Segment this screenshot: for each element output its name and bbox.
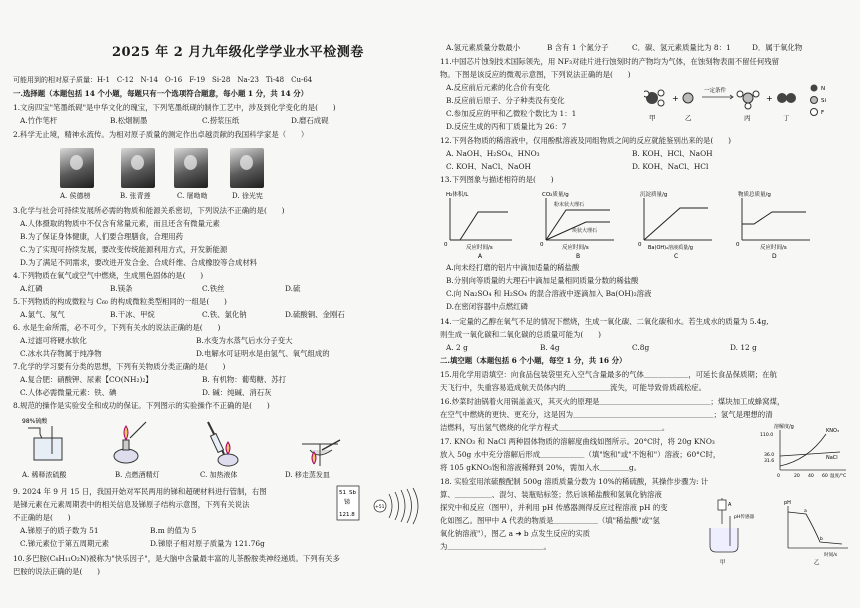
- q17-ylabel: 溶解度/g: [774, 424, 794, 430]
- q17-t1: 0: [777, 474, 780, 479]
- q17-kno3: KNO₃: [826, 428, 839, 434]
- q14-option-b: B. 4g: [540, 343, 560, 352]
- svg-text:0: 0: [736, 242, 740, 248]
- q11-condition: 一定条件: [704, 88, 727, 94]
- q17-t3: 40: [808, 474, 814, 479]
- right-column: [430, 0, 860, 608]
- q12-stem: 12.下列各物质的稀溶液中，仅用酚酞溶液及同组物质之间的反应就能鉴别出来的是( ): [440, 136, 731, 145]
- q13-graph-a: [444, 190, 512, 260]
- q10-line2: 巴胺的说法正确的是( ): [13, 567, 101, 576]
- q17-nacl: NaCl: [826, 455, 838, 461]
- q13-b-label: B: [576, 253, 581, 260]
- q7-option-a: A.复合肥：硝酸钾、尿素【CO(NH₂)₂】: [20, 375, 153, 384]
- q11-option-d: D.反应生成的丙和丁质量比为 26：7: [446, 122, 567, 131]
- q11-option-a: A.反应前后元素的化合价有变化: [446, 83, 550, 92]
- q14-option-d: D. 12 g: [730, 343, 757, 352]
- q11-legend-si: Si: [821, 98, 827, 104]
- sb-name: 锑: [344, 499, 351, 506]
- q16-line1: 16.炒菜时油锅着火用锅盖盖灭，其灭火的原理是＿＿＿＿＿＿＿＿＿＿＿＿＿＿＿；煤块加工成蜂窝煤，: [440, 397, 785, 406]
- q13-d-xlabel: 反应时间/s: [760, 245, 787, 251]
- section2-header: 二.填空题（本题包括 6 个小题，每空 1 分，共 16 分）: [440, 356, 627, 365]
- q10-line1: 10.多巴胺(C₈H₁₁O₂N)被称为"快乐因子"，是大脑中含量最丰富的儿茶酚胺类神经递质。下列有关多: [13, 554, 340, 563]
- q6-option-d: D.电解水可证明水是由氢气、氧气组成的: [196, 349, 330, 358]
- q15-line1: 15.用化学用语填空：向食品包装袋里充入空气含量最多的气体＿＿＿＿＿＿，可延长食品保质期；在航: [440, 370, 777, 379]
- q17-line1: 17. KNO₃ 和 NaCl 两种固体物质的溶解度曲线如图所示。20°C时，将 20g KNO₃: [440, 437, 715, 446]
- q8-acid-label: 98%硫酸: [22, 418, 48, 425]
- q11-ding: 丁: [783, 114, 790, 122]
- q13-d-label: D: [772, 253, 777, 260]
- q4-option-c: C.铁丝: [202, 284, 225, 293]
- q16-line3: 洁燃料，写出氢气燃烧的化学方程式＿＿＿＿＿＿＿＿＿＿＿＿＿＿。: [440, 423, 670, 432]
- q2-option-a: A. 侯德榜: [60, 192, 91, 200]
- left-column: [0, 0, 426, 608]
- q18-line4: 化如图乙。图甲中 A 代表的物质是＿＿＿＿＿＿（填"稀盐酸"或"氢: [440, 516, 660, 525]
- q11-jia: 甲: [649, 114, 656, 122]
- portrait-zhang: [121, 148, 155, 188]
- portrait-xu: [230, 148, 264, 188]
- q7-option-b: B. 有机物：葡萄糖、苏打: [202, 375, 287, 384]
- q3-option-d: D.为了满足不同需求，要改进开发合金、合成纤维、合成橡胶等合成材料: [20, 258, 258, 267]
- q7-stem: 7.化学的学习要有分类的思想，下列有关物质分类正确的是( ): [13, 362, 226, 371]
- q13-graphs: [442, 188, 842, 260]
- q13-option-d: D.在密闭容器中点燃红磷: [446, 302, 528, 311]
- q11-reaction-diagram: [644, 80, 854, 126]
- sb-symbol: Sb: [349, 490, 356, 496]
- q14-line1: 14.一定量的乙醇在氧气不足的情况下燃烧，生成一氧化碳、二氧化碳和水。若生成水的质量为 5.4g,: [440, 317, 769, 326]
- q8-option-c: C. 加热液体: [200, 471, 238, 479]
- q11-legend-n: N: [821, 86, 826, 92]
- q12-option-b: B. KOH、HCl、NaOH: [632, 149, 713, 158]
- q12-option-a: A. NaOH、H₂SO₄、HNO₃: [446, 149, 540, 158]
- q18-fig-t: 时间/s: [824, 553, 838, 558]
- svg-text:0: 0: [444, 242, 448, 248]
- svg-text:0: 0: [540, 242, 544, 248]
- q4-option-b: B.镁条: [110, 284, 133, 293]
- q8-option-b: B. 点燃酒精灯: [115, 471, 160, 479]
- section1-header: 一.选择题（本题包括 14 个小题，每题只有一个选项符合题意，每小题 1 分，共 14 分）: [13, 89, 309, 98]
- q18-line3: 探究中和反应（图甲），并利用 pH 传感器测得反应过程溶液 pH 的变: [440, 503, 668, 512]
- q5-option-b: B.干冰、甲烷: [110, 310, 155, 319]
- q17-t2: 20: [794, 474, 800, 479]
- q9-option-d: D.锑原子相对原子质量为 121.76g: [150, 539, 265, 548]
- antimony-figure: [336, 484, 424, 528]
- q3-option-c: C.为了实现可持续发展，要改变传统能源利用方式，开发新能源: [20, 245, 228, 254]
- q17-t4: 60: [822, 474, 828, 479]
- q10-option-b: B 含有 1 个氮分子: [547, 43, 609, 52]
- atomic-masses: 可能用到的相对原子质量：H-1 C-12 N-14 O-16 F-19 Si-28 Na-23 Ti-48 Cu-64: [13, 76, 313, 84]
- q15-line2: 天飞行中，失重容易造成航天员体内的＿＿＿＿＿＿流失，可能导致骨质疏松症。: [440, 383, 707, 392]
- svg-text:a: a: [804, 509, 807, 514]
- q17-v3: 31.6: [764, 459, 775, 464]
- svg-text:+: +: [766, 94, 773, 103]
- sb-atomic-number: 51: [339, 490, 346, 496]
- q13-b-series1: 粉末状大理石: [554, 202, 585, 208]
- q13-a-ylabel: H₂体积/L: [446, 192, 469, 198]
- q1-option-a: A.竹作笔杆: [20, 116, 58, 125]
- q13-c-ylabel: 沉淀质量/g: [640, 192, 668, 198]
- q9-option-c: C.锑元素位于第五周期元素: [20, 539, 110, 548]
- q3-stem: 3.化学与社会可持续发展所必需的物质和能源关系密切，下列说法不正确的是( ): [13, 206, 285, 215]
- q6-option-a: A.过滤可将硬水软化: [20, 336, 87, 345]
- q8-option-a: A. 稀释浓硫酸: [22, 471, 67, 479]
- q13-stem: 13.下列图象与描述相符的是( ): [440, 175, 554, 184]
- q9-option-a: A.锑原子的质子数为 51: [20, 526, 99, 535]
- q2-option-c: C. 屠呦呦: [177, 192, 208, 200]
- portrait-tu: [174, 148, 208, 188]
- q4-option-d: D.硫: [285, 284, 301, 293]
- q13-option-b: B.分别向等质量的大理石中滴加足量相同质量分数的稀盐酸: [446, 276, 639, 285]
- q6-stem: 6. 水是生命所需，必不可少，下列有关水的说法正确的是( ): [13, 323, 221, 332]
- q13-b-series2: 块状大理石: [572, 228, 598, 234]
- sb-nucleus: +51: [375, 505, 385, 510]
- q13-a-label: A: [478, 253, 483, 260]
- q11-line1: 11.中国芯片蚀刻技术国际领先，用 NF₃对硅片进行蚀刻时的产物均为气体，在蚀刻物表面不留任何残留: [440, 57, 780, 66]
- q3-option-b: B.为了保证身体健康，人们要合理膳食，合理用药: [20, 232, 183, 241]
- q17-line2: 放入 50g 水中充分溶解后形成＿＿＿＿＿＿（填"饱和"或"不饱和"）溶液；60°C时，: [440, 450, 721, 459]
- q4-stem: 4.下列物质在氧气或空气中燃烧，生成黑色固体的是( ): [13, 271, 204, 280]
- q9-line3: 不正确的是( ): [13, 513, 71, 522]
- q12-option-c: C. KOH、NaCl、NaOH: [446, 162, 531, 171]
- svg-text:0: 0: [638, 242, 642, 248]
- q11-option-c: C.参加反应的甲和乙微粒个数比为 1：1: [446, 109, 577, 118]
- q13-d-ylabel: 物质总质量/g: [738, 192, 771, 198]
- q5-option-a: A.氯气、氖气: [20, 310, 65, 319]
- q13-a-xlabel: 反应时间/s: [466, 245, 493, 251]
- portrait-hou: [60, 148, 94, 188]
- q1-stem: 1.文房四宝"笔墨纸砚"是中华文化的瑰宝，下列笔墨纸砚的制作工艺中，涉及到化学变化的是( ): [13, 103, 336, 112]
- q13-graph-b: [540, 190, 614, 260]
- q10-option-d: D．属于氧化物: [752, 43, 803, 52]
- q1-option-c: C.捞浆压纸: [202, 116, 240, 125]
- q9-line1: 9. 2024 年 9 月 15 日，我国开始对军民两用的锑和超硬材料进行管制，右图: [13, 487, 267, 496]
- q13-graph-d: [736, 190, 810, 260]
- q18-fig-yi: 乙: [814, 560, 820, 566]
- q18-fig-jia: 甲: [720, 560, 726, 566]
- sb-mass: 121.8: [339, 512, 355, 518]
- q18-fig-ph: pH: [784, 500, 791, 506]
- q14-option-a: A. 2 g: [446, 343, 468, 352]
- q18-line6: 为＿＿＿＿＿＿＿＿＿＿＿＿＿。: [440, 542, 551, 551]
- q5-option-d: D.硫酸铜、金刚石: [285, 310, 345, 319]
- q14-line2: 则生成一氧化碳和二氧化碳的总质量可能为( ): [440, 330, 601, 339]
- q17-line3: 将 105 gKNO₃饱和溶液稀释到 20%，需加入水＿＿＿＿g。: [440, 463, 642, 472]
- q13-c-label: C: [674, 253, 679, 260]
- q13-option-c: C.向 Na₂SO₄ 和 H₂SO₄ 的混合溶液中逐滴加入 Ba(OH)₂溶液: [446, 289, 652, 298]
- q2-option-d: D. 徐光宪: [232, 192, 263, 200]
- q8-stem: 8.规范的操作是实验安全和成功的保证。下列图示的实验操作不正确的是( ): [13, 401, 270, 410]
- q11-bing: 丙: [744, 114, 751, 122]
- q2-option-b: B. 张青莲: [120, 192, 151, 200]
- q5-option-c: C.铁、氯化钠: [202, 310, 247, 319]
- q13-b-xlabel: 反应时间/s: [562, 245, 589, 251]
- svg-text:+: +: [672, 94, 679, 103]
- q17-v2: 36.0: [764, 453, 775, 458]
- q11-option-b: B.反应前后原子、分子种类没有变化: [446, 96, 565, 105]
- q14-option-c: C.8g: [632, 343, 650, 352]
- q16-line2: 在空气中燃烧的更快、更充分，这是因为＿＿＿＿＿＿＿＿＿＿＿＿＿＿＿＿＿＿＿；氢气是理想的清: [440, 410, 773, 419]
- q11-line2: 物。下图是该反应的微观示意图，下列说法正确的是( ): [440, 70, 631, 79]
- q4-option-a: A.红磷: [20, 284, 43, 293]
- q13-b-ylabel: CO₂质量/g: [542, 192, 569, 198]
- q6-option-c: C.冰水共存物属于纯净物: [20, 349, 102, 358]
- q13-graph-c: [638, 190, 712, 260]
- q17-v1: 110.0: [760, 433, 774, 438]
- q5-stem: 5.下列物质的构成微粒与 C₆₀ 的构成微粒类型相同的一组是( ): [13, 297, 227, 306]
- q3-option-a: A.人体摄取的物质中不仅含有常量元素，而且还含有微量元素: [20, 219, 220, 228]
- q2-stem: 2.科学无止境，精神永流传。为相对原子质量的测定作出卓越贡献的我国科学家是（ ）: [13, 130, 309, 139]
- svg-text:b: b: [820, 537, 823, 542]
- q18-line2: 算、＿＿＿＿＿、混匀、装瓶贴标签；然后该稀盐酸和氢氧化钠溶液: [440, 490, 662, 499]
- q18-line5: 氧化钠溶液"），图乙 a ➜ b 点发生反应的实质: [440, 529, 591, 538]
- q9-option-b: B.m 的值为 5: [150, 526, 197, 535]
- q1-option-b: B.松烟制墨: [110, 116, 148, 125]
- q1-option-d: D.磨石成砚: [291, 116, 329, 125]
- page-title: 2025 年 2 月九年级化学学业水平检测卷: [112, 45, 364, 60]
- q13-option-a: A.向未经打磨的铝片中滴加适量的稀盐酸: [446, 263, 580, 272]
- q7-option-c: C.人体必需微量元素：铁、碘: [20, 388, 117, 397]
- q8-option-d: D. 移走蒸发皿: [285, 471, 330, 479]
- q18-figures: [702, 496, 854, 568]
- q13-c-xlabel: Ba(OH)₂溶液质量/g: [648, 245, 693, 251]
- q18-line1: 18. 实验室用浓硫酸配制 500g 溶质质量分数为 10%的稀硫酸，其操作步骤为: 计: [440, 477, 709, 486]
- q9-line2: 是锑元素在元素周期表中的相关信息及锑原子结构示意图，下列有关说法: [13, 500, 250, 509]
- q10-option-a: A.氢元素质量分数最小: [446, 43, 521, 52]
- q7-option-d: D. 碱：纯碱、消石灰: [202, 388, 272, 397]
- q10-option-c: C．碳、氢元素质量比为 8：1: [632, 43, 731, 52]
- q17-solubility-chart: [760, 422, 856, 484]
- q6-option-b: B.水变为水蒸气后水分子变大: [196, 336, 293, 345]
- q18-fig-sensor: pH传感器: [734, 515, 755, 520]
- q8-lab-figures: [18, 414, 398, 472]
- q18-fig-a: A: [728, 502, 732, 508]
- q11-legend-f: F: [821, 110, 825, 116]
- q17-xlabel: 温度/°C: [830, 474, 847, 479]
- q11-yi: 乙: [685, 114, 692, 122]
- q12-option-d: D. KOH、NaCl、HCl: [632, 162, 709, 171]
